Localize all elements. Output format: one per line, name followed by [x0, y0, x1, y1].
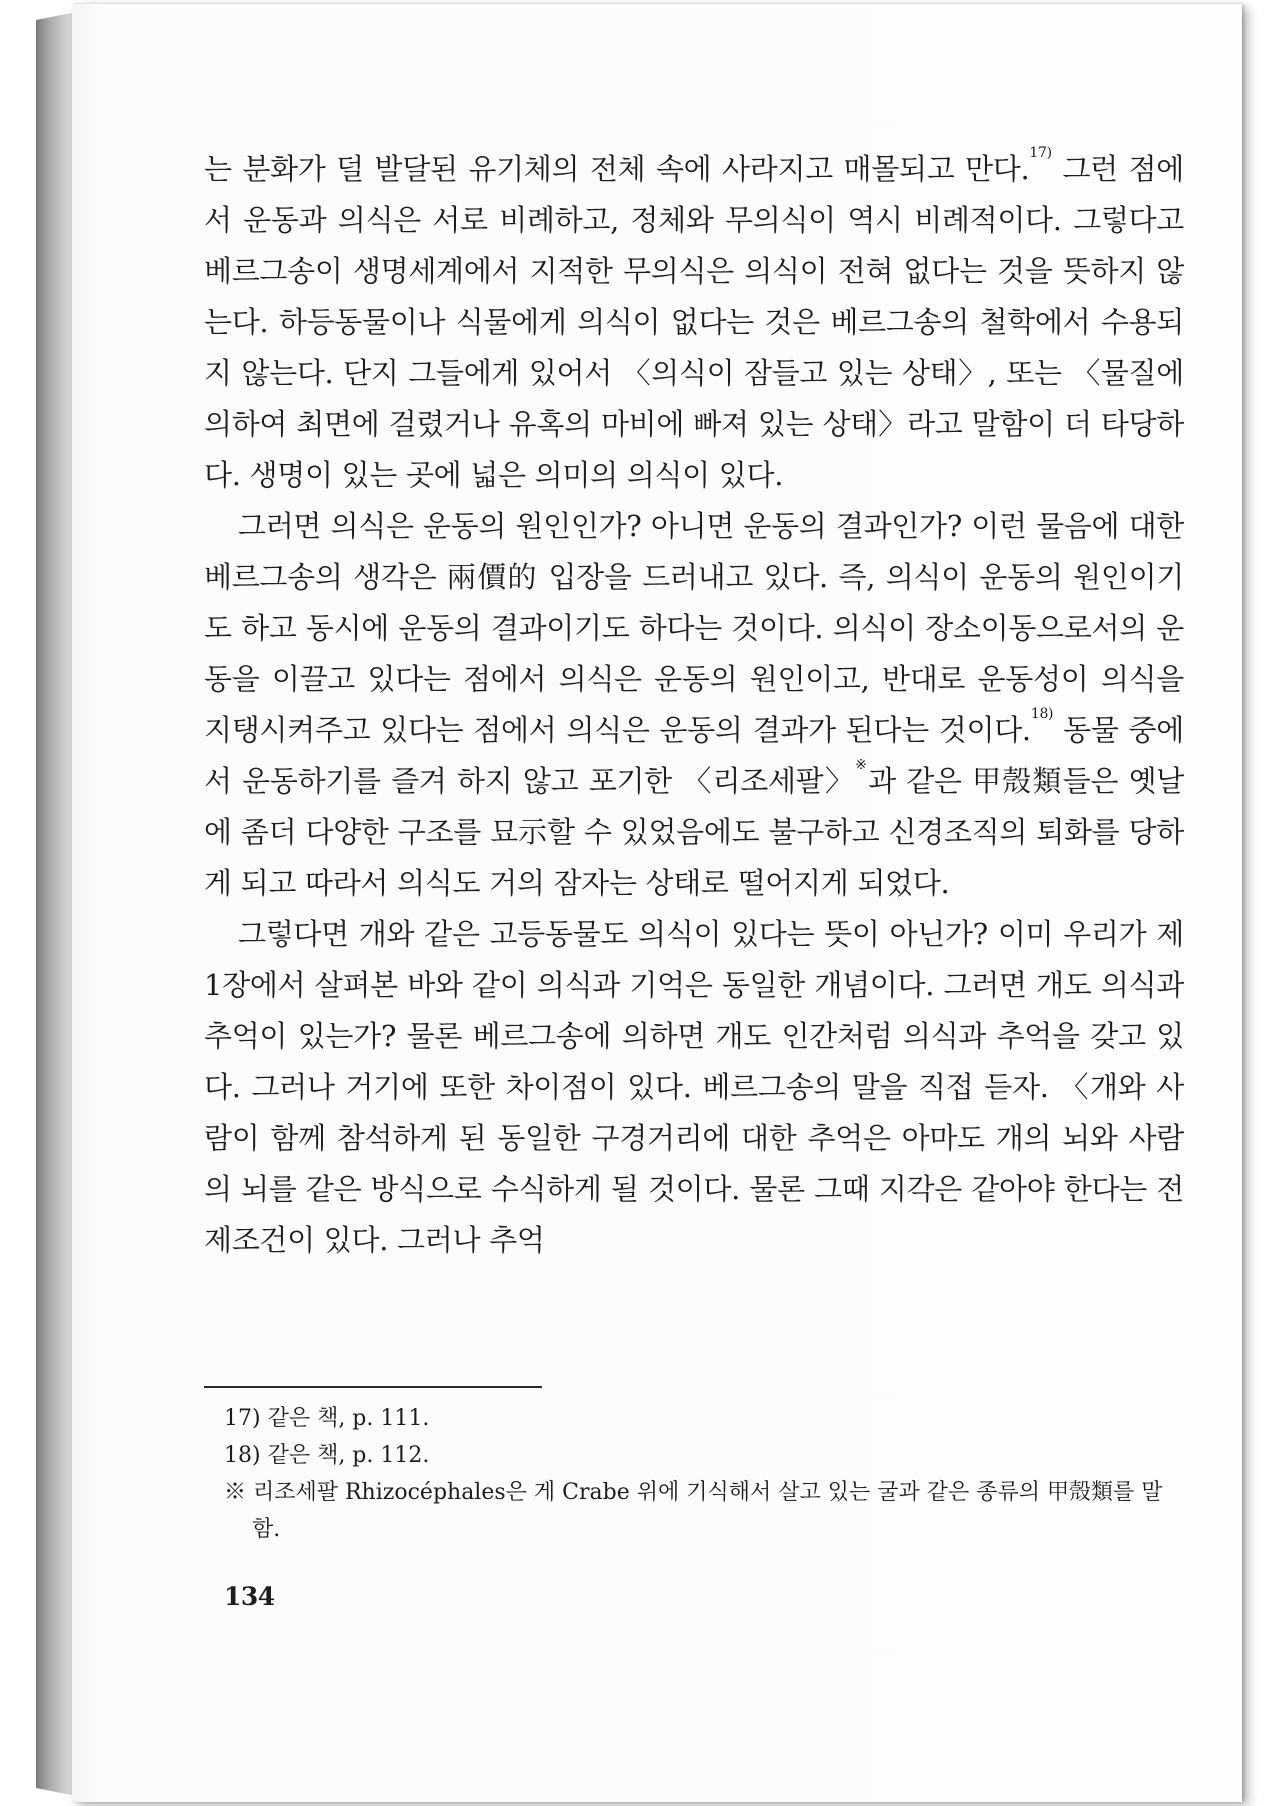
paragraph-1-text-cont: 그런 점에서 운동과 의식은 서로 비례하고, 정체와 무의식이 역시 비례적이다. 그렇다고 베르그송이 생명세계에서 지적한 무의식은 의식이 전혀 없다는 것을 뜻하지 않는다. 하등동물이나 식물에게 의식이 없다는 것은 베르그송의 철학에서 수용되지 않는다. 단지 그들에게 있어서 〈의식이 잠들고 있는 상태〉, 또는 〈물질에 의하여 최면에 걸렸거나 유혹의 마비에 빠져 있는 상태〉라고 말함이 더 타당하다. 생명이 있는 곳에 넓은 의미의 의식이 있다. [204, 152, 1184, 492]
paragraph-2-text-end: 과 같은 甲殼類들은 옛날에 좀더 다양한 구조를 묘示할 수 있었음에도 불구하고 신경조직의 퇴화를 당하게 되고 따라서 의식도 거의 잠자는 상태로 떨어지게 되었다. [204, 764, 1184, 900]
body-text [204, 144, 1184, 1266]
paragraph-3-text: 그렇다면 개와 같은 고등동물도 의식이 있다는 뜻이 아닌가? 이미 우리가 제1장에서 살펴본 바와 같이 의식과 기억은 동일한 개념이다. 그러면 개도 의식과 추억이 있는가? 물론 베르그송에 의하면 개도 인간처럼 의식과 추억을 갖고 있다. 그러나 거기에 또한 차이점이 있다. 베르그송의 말을 직접 듣자. 〈개와 사람이 함께 참석하게 된 동일한 구경거리에 대한 추억은 아마도 개의 뇌와 사람의 뇌를 같은 방식으로 수식하게 될 것이다. 물론 그때 지각은 같아야 한다는 전제조건이 있다. 그러나 추억 [204, 917, 1184, 1257]
paragraph-1-text: 는 분화가 덜 발달된 유기체의 전체 속에 사라지고 매몰되고 만다. [204, 152, 1030, 186]
paragraph-2-text-cont: 동물 중에서 운동하기를 즐겨 하지 않고 포기한 〈리조세팔〉 [204, 713, 1184, 798]
paragraph-3 [204, 909, 1184, 1266]
footnotes [224, 1400, 1184, 1548]
book-page [72, 4, 1242, 1802]
footnote-ref-17[interactable]: 17) [1029, 145, 1052, 161]
page-number: 134 [224, 1582, 275, 1611]
paragraph-1 [204, 144, 1184, 501]
footnote-divider [204, 1386, 542, 1388]
paragraph-2-text: 그러면 의식은 운동의 원인인가? 아니면 운동의 결과인가? 이런 물음에 대한 베르그송의 생각은 兩價的 입장을 드러내고 있다. 즉, 의식이 운동의 원인이기도 하고 동시에 운동의 결과이기도 하다는 것이다. 의식이 장소이동으로서의 운동을 이끌고 있다는 점에서 의식은 운동의 원인이고, 반대로 운동성이 의식을 지탱시켜주고 있다는 점에서 의식은 운동의 결과가 된다는 것이다. [204, 509, 1184, 747]
footnote-note: ※ 리조세팔 Rhizocéphales은 게 Crabe 위에 기식해서 살고 있는 굴과 같은 종류의 甲殼類를 말함. [224, 1480, 1163, 1542]
footnote-17: 17) 같은 책, p. 111. [224, 1406, 430, 1431]
paragraph-2 [204, 501, 1184, 909]
footnote-18: 18) 같은 책, p. 112. [224, 1443, 430, 1468]
footnote-ref-18[interactable]: 18) [1030, 706, 1054, 722]
note-mark[interactable]: ※ [855, 757, 869, 773]
